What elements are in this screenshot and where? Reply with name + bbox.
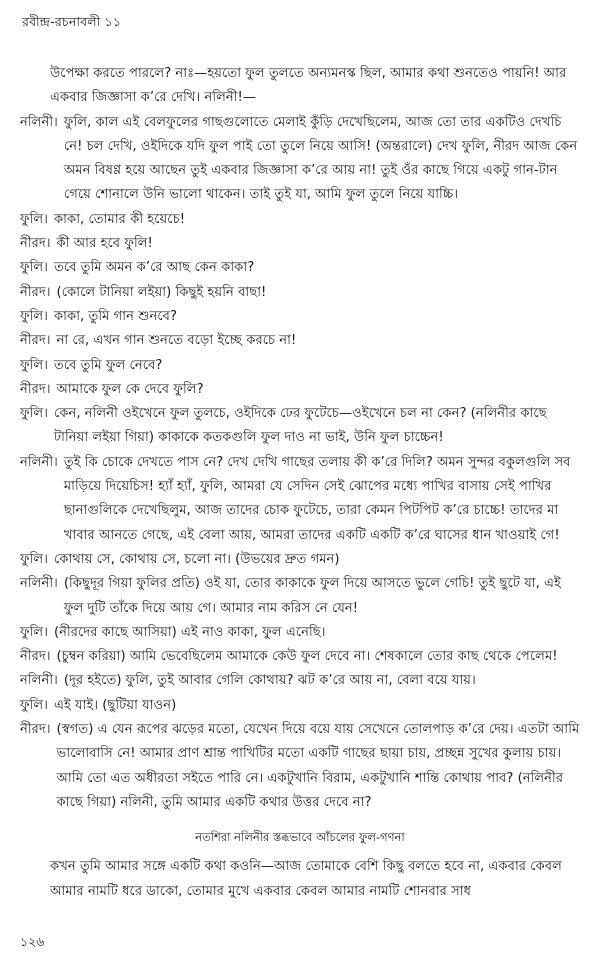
speaker-name: ফুলি। [20, 211, 48, 227]
dialogue-line [20, 281, 580, 305]
dialogue-line [20, 548, 580, 572]
dialogue-line [20, 621, 580, 645]
speaker-name: নীরদ। [20, 649, 51, 665]
speech-text: কী আর হবে ফুলি! [56, 236, 153, 252]
speech-text: (কোলে টানিয়া লইয়া) কিছুই হয়নি বাছা! [56, 284, 267, 300]
speech-text: (দূর হইতে) ফুলি, তুই আবার গেলি কোথায়? ঝট ক’রে আয় না, বেলা বয়ে যায়। [63, 673, 476, 689]
speaker-name: নীরদ। [20, 333, 51, 349]
speaker-name: নীরদ। [20, 284, 51, 300]
speaker-name: ফুলি। [20, 551, 48, 567]
speech-text: (কিছুদূর গিয়া ফুলির প্রতি) ওই যা, তোর কাকাকে ফুল দিয়ে আসতে ভুলে গেচি! তুই ছুটে যা, এই ফুল দুটি তাঁকে দিয়ে আয় গে। আমার নাম করিস নে যেন! [63, 576, 561, 616]
speaker-name: নীরদ। [20, 722, 51, 738]
body-text [20, 62, 580, 904]
dialogue-line [20, 378, 580, 402]
closing-paragraph: কখন তুমি আমার সঙ্গে একটি কথা কওনি—আজ তোমাকে বেশি কিছু বলতে হবে না, একবার কেবল আমার নামটি ধরে ডাকো, তোমার মুখে একবার কেবল আমার নামটি শোনবার সাধ [50, 859, 562, 899]
speech-text: না রে, এখন গান শুনতে বড়ো ইচ্ছে করচে না! [56, 333, 297, 349]
page-number: ১২৬ [20, 934, 45, 949]
dialogue-line [20, 111, 580, 208]
speaker-name: নলিনী। [20, 673, 58, 689]
speech-text: এই যাই। (ছুটিয়া যাওন) [53, 697, 177, 713]
speech-text: (নীরদের কাছে আসিয়া) এই নাও কাকা, ফুল এনেছি। [53, 624, 326, 640]
speaker-name: ফুলি। [20, 697, 48, 713]
speech-text: কেন, নলিনী ওইখেনে ফুল তুলচে, ওইদিকে ঢের ফুটেচে—ওইখেনে চল না কেন? (নলিনীর কাছে টানিয়া লইয়া গিয়া) কাকাকে কতকগুলি ফুল দাও না ভাই, উনি ফুল চাচ্চেন! [53, 406, 547, 446]
dialogue-line [20, 451, 580, 548]
dialogue-line [20, 329, 580, 353]
stage-direction: নতশিরা নলিনীর স্তব্ধভাবে আঁচলের ফুল-গণনা [195, 830, 405, 845]
dialogue-block [20, 111, 580, 816]
speaker-name: নীরদ। [20, 381, 51, 397]
speaker-name: ফুলি। [20, 260, 48, 276]
speech-text: তবে তুমি অমন ক’রে আছ কেন কাকা? [53, 260, 255, 276]
dialogue-line [20, 572, 580, 621]
dialogue-line [20, 402, 580, 451]
dialogue-line [20, 305, 580, 329]
dialogue-line [20, 645, 580, 669]
speech-text: কাকা, তুমি গান শুনবে? [53, 308, 178, 324]
speech-text: তুই কি চোকে দেখতে পাস নে? দেখ দেখি গাছের তলায় কী ক’রে দিলি? অমন সুন্দর বকুলগুলি সব মাড়িয়ে দিয়েচিস! হ্যাঁ হ্যাঁ, ফুলি, আমরা যে সেদিন সেই ঝোপের মধ্যে পাখির বাসায় সেই পাখির ছানাগুলিকে দেখেছিলুম, আজ তাদের চোক ফুটেচে, তারা কেমন পিটপিট ক’রে চাচ্চে! তাদের মা খাবার আনতে গেছে, এই বেলা আয়, আমরা তাদের একটি একটি ক’রে ঘাসের ধান খাওয়াই গে! [63, 454, 571, 543]
speaker-name: নীরদ। [20, 236, 51, 252]
dialogue-line [20, 354, 580, 378]
dialogue-line [20, 669, 580, 693]
dialogue-line [20, 232, 580, 256]
speech-text: কোথায় সে, কোথায় সে, চলো না। (উভয়ের দ্রুত গমন) [53, 551, 340, 567]
dialogue-line [20, 208, 580, 232]
opening-paragraph: উপেক্ষা করতে পারলে? নাঃ—হয়তো ফুল তুলতে অন্যমনস্ক ছিল, আমার কথা শুনতেও পায়নি! আর একবার জিজ্ঞাসা ক’রে দেখি। নলিনী!— [50, 66, 567, 106]
dialogue-line [20, 256, 580, 280]
speaker-name: ফুলি। [20, 624, 48, 640]
speech-text: তবে তুমি ফুল নেবে? [53, 357, 163, 373]
running-title: রবীন্দ্র-রচনাবলী ১১ [22, 14, 122, 29]
speech-text: আমাকে ফুল কে দেবে ফুলি? [56, 381, 204, 397]
speech-text: কাকা, তোমার কী হয়েচে! [53, 211, 185, 227]
speaker-name: নলিনী। [20, 114, 58, 130]
speaker-name: ফুলি। [20, 308, 48, 324]
speaker-name: নলিনী। [20, 576, 58, 592]
speech-text: (স্বগত) এ যেন রূপের ঝড়ের মতো, যেখেন দিয়ে বয়ে যায় সেখেনে তোলপাড় ক’রে দেয়। এতটা আমি ভালোবাসি নে! আমার প্রাণ শ্রান্ত পাখিটির মতো একটি গাছের ছায়া চায়, প্রচ্ছন্ন সুখের কুলায় চায়। আমি তো এত অধীরতা সইতে পারি নে। একটুখানি বিরাম, একটুখানি শান্তি কোথায় পাব? (নলিনীর কাছে গিয়া) নলিনী, তুমি আমার একটি কথার উত্তর দেবে না? [56, 722, 580, 810]
speech-text: (চুম্বন করিয়া) আমি ভেবেছিলেম আমাকে কেউ ফুল দেবে না। শেষকালে তোর কাছ থেকে পেলেম! [56, 649, 558, 665]
speaker-name: ফুলি। [20, 357, 48, 373]
dialogue-line [20, 718, 580, 815]
speech-text: ফুলি, কাল এই বেলফুলের গাছগুলোতে মেলাই কুঁড়ি দেখেছিলেম, আজ তো তার একটিও দেখচি নে! চল দেখি, ওইদিকে যদি ফুল পাই তো তুলে নিয়ে আসি! (অন্তরালে) দেখ ফুলি, নীরদ আজ কেন অমন বিষণ্ণ হয়ে আছেন তুই একবার জিজ্ঞাসা ক’রে আয় না! তুই ওঁর কাছে গিয়ে একটু গান-টান গেয়ে শোনালে উনি ভালো থাকেন। তাই তুই যা, আমি ফুল তুলে নিয়ে যাচ্চি। [63, 114, 578, 203]
dialogue-line [20, 694, 580, 718]
speaker-name: নলিনী। [20, 454, 58, 470]
speaker-name: ফুলি। [20, 406, 48, 422]
